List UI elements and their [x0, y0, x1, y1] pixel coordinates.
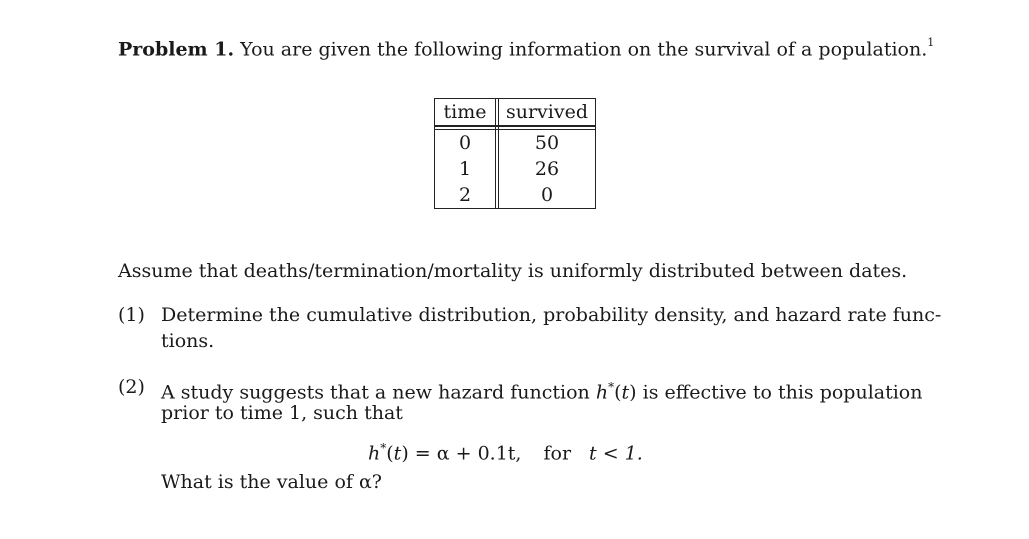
hazard-formula: h*(t) = α + 0.1t, for t < 1.: [368, 441, 643, 465]
table-row: [434, 182, 596, 209]
cell-time: 1: [434, 156, 495, 182]
table-header-row: [434, 98, 596, 126]
question-1-number: (1): [118, 304, 145, 326]
footnote-mark: 1: [927, 36, 935, 49]
cell-time: 0: [434, 130, 495, 156]
hazard-symbol: h: [595, 381, 609, 404]
question-2-ask: What is the value of α?: [161, 471, 382, 493]
header-time: time: [434, 98, 495, 126]
header-survived: survived: [499, 98, 596, 126]
question-1-line-2: tions.: [161, 330, 215, 352]
problem-intro-text: You are given the following information on the survival of a population.: [240, 38, 928, 61]
survival-table: [434, 98, 596, 209]
formula-condition: t < 1.: [589, 442, 643, 465]
question-2-line-2: prior to time 1, such that: [161, 402, 403, 424]
cell-survived: 0: [499, 182, 596, 209]
problem-intro: [118, 32, 934, 62]
question-2-number: (2): [118, 376, 145, 398]
formula-for: for: [543, 442, 572, 465]
assumption-text: Assume that deaths/termination/mortality is uniformly distributed between dates.: [118, 260, 908, 282]
question-1-line-1: Determine the cumulative distribution, probability density, and hazard rate func-: [161, 304, 942, 326]
cell-survived: 50: [499, 130, 596, 156]
problem-label: Problem 1.: [118, 38, 235, 61]
cell-time: 2: [434, 182, 495, 209]
table-row: [434, 156, 596, 182]
formula-rhs: = α + 0.1t,: [408, 442, 522, 465]
question-2-line-1: A study suggests that a new hazard function h*(t) is effective to this population: [161, 380, 923, 404]
question-1: [118, 302, 942, 358]
cell-survived: 26: [499, 156, 596, 182]
table-row: [434, 130, 596, 156]
question-2: [118, 374, 923, 430]
